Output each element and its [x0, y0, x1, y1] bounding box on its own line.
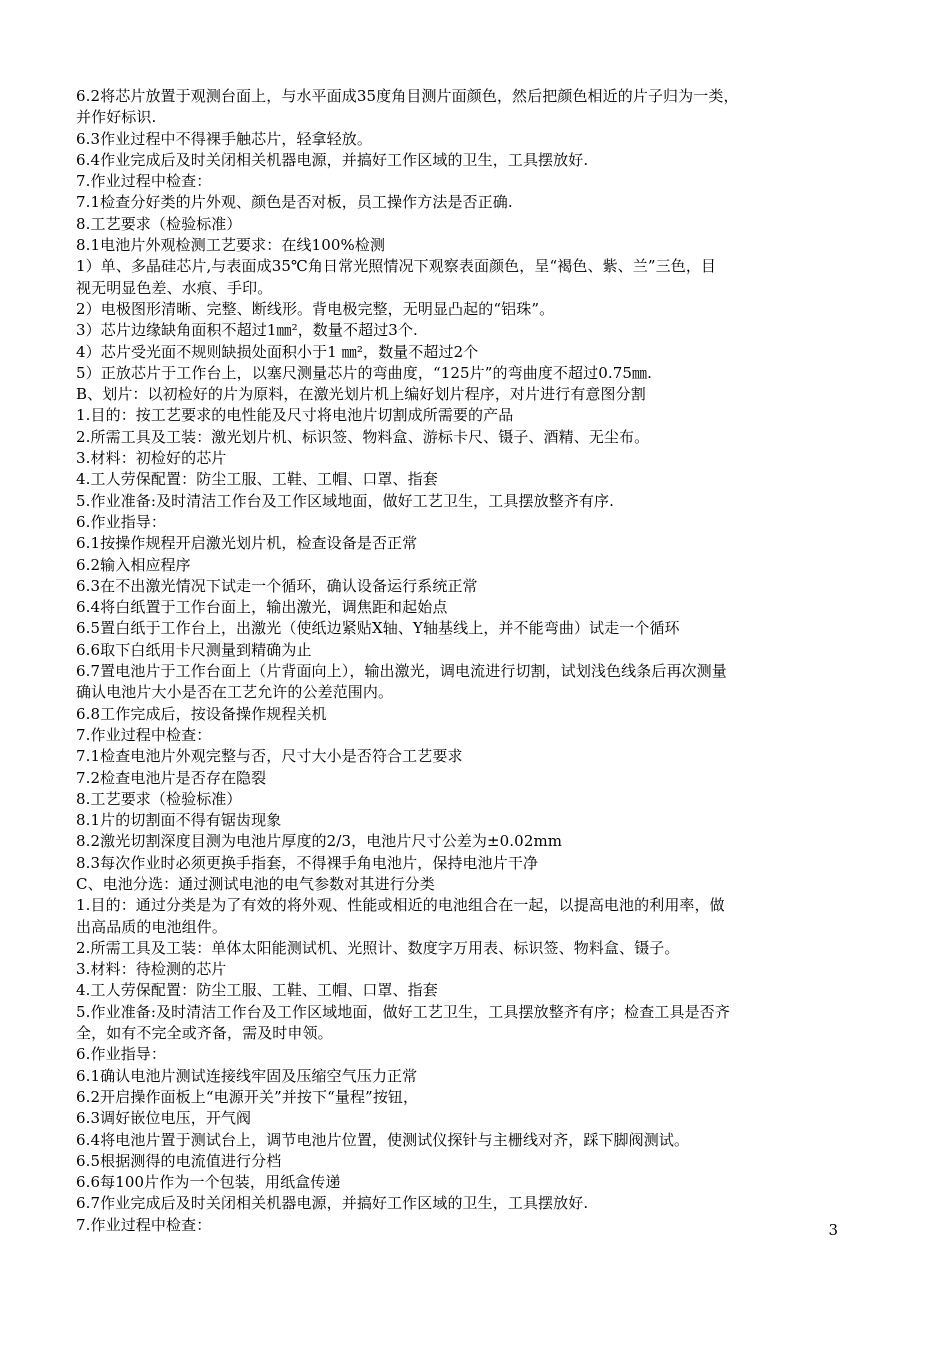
text-line: 7.1检查电池片外观完整与否，尺寸大小是否符合工艺要求 — [76, 747, 463, 766]
text-line: 8.2激光切割深度目测为电池片厚度的2/3，电池片尺寸公差为±0.02mm — [76, 832, 563, 851]
text-line: 6.7置电池片于工作台面上（片背面向上），输出激光，调电流进行切割，试划浅色线条后再次测量 — [76, 662, 727, 681]
text-line: 6.3调好嵌位电压，开气阀 — [76, 1109, 252, 1128]
text-line: 4）芯片受光面不规则缺损处面积小于1 ㎜²，数量不超过2个 — [76, 342, 479, 361]
text-line: 6.3在不出激光情况下试走一个循环，确认设备运行系统正常 — [76, 576, 478, 595]
text-line: 5.作业准备:及时清洁工作台及工作区域地面，做好工艺卫生，工具摆放整齐有序. — [76, 491, 614, 510]
text-line: 确认电池片大小是否在工艺允许的公差范围内。 — [76, 683, 394, 702]
text-line: 4.工人劳保配置：防尘工服、工鞋、工帽、口罩、指套 — [76, 470, 438, 489]
text-line: 5）正放芯片于工作台上，以塞尺测量芯片的弯曲度，“125片”的弯曲度不超过0.75㎜. — [76, 363, 652, 382]
text-line: 3.材料：初检好的芯片 — [76, 449, 227, 468]
text-line: 7.2检查电池片是否存在隐裂 — [76, 768, 267, 787]
text-line: 1.目的：按工艺要求的电性能及尺寸将电池片切割成所需要的产品 — [76, 406, 514, 425]
text-line: 视无明显色差、水痕、手印。 — [76, 278, 273, 297]
text-line: 3）芯片边缘缺角面积不超过1㎜²，数量不超过3个. — [76, 321, 418, 340]
text-line: 5.作业准备:及时清洁工作台及工作区域地面，做好工艺卫生，工具摆放整齐有序；检查工具是否齐 — [76, 1002, 730, 1021]
text-line: 8.1电池片外观检测工艺要求：在线100%检测 — [76, 236, 386, 255]
text-line: 6.5置白纸于工作台上，出激光（使纸边紧贴X轴、Y轴基线上，并不能弯曲）试走一个循环 — [76, 619, 680, 638]
text-line: 6.7作业完成后及时关闭相关机器电源，并搞好工作区域的卫生，工具摆放好. — [76, 1194, 589, 1213]
text-line: 2.所需工具及工装：激光划片机、标识签、物料盒、游标卡尺、镊子、酒精、无尘布。 — [76, 427, 650, 446]
text-line: 并作好标识. — [76, 108, 157, 127]
text-line: 6.2输入相应程序 — [76, 555, 191, 574]
text-line: 6.6取下白纸用卡尺测量到精确为止 — [76, 640, 312, 659]
text-line: 2）电极图形清晰、完整、断线形。背电极完整，无明显凸起的“铝珠”。 — [76, 299, 555, 318]
text-line: 8.工艺要求（检验标准） — [76, 789, 242, 808]
text-line: 6.4将电池片置于测试台上，调节电池片位置，使测试仪探针与主栅线对齐，踩下脚阀测试。 — [76, 1130, 690, 1149]
text-line: 1）单、多晶硅芯片,与表面成35℃角日常光照情况下观察表面颜色，呈“褐色、紫、兰”三色，目 — [76, 257, 717, 276]
text-line: 3.材料：待检测的芯片 — [76, 960, 227, 979]
text-line: 6.2开启操作面板上“电源开关”并按下“量程”按钮， — [76, 1087, 419, 1106]
text-line: 出高品质的电池组件。 — [76, 917, 228, 936]
text-line: 6.3作业过程中不得裸手触芯片，轻拿轻放。 — [76, 129, 372, 148]
text-line: 1.目的：通过分类是为了有效的将外观、性能或相近的电池组合在一起，以提高电池的利用率，做 — [76, 896, 725, 915]
page-number: 3 — [828, 1221, 838, 1239]
text-line: 6.4作业完成后及时关闭相关机器电源，并搞好工作区域的卫生，工具摆放好. — [76, 150, 589, 169]
document-body — [76, 86, 846, 1236]
text-line: 6.6每100片作为一个包装，用纸盒传递 — [76, 1173, 341, 1192]
text-line: 7.作业过程中检查： — [76, 1215, 212, 1234]
text-line: 6.1按操作规程开启激光划片机，检查设备是否正常 — [76, 534, 418, 553]
text-line: 8.工艺要求（检验标准） — [76, 214, 242, 233]
text-line: B、划片：以初检好的片为原料，在激光划片机上编好划片程序，对片进行有意图分割 — [76, 385, 646, 404]
text-line: 4.工人劳保配置：防尘工服、工鞋、工帽、口罩、指套 — [76, 981, 438, 1000]
text-line: 6.2将芯片放置于观测台面上，与水平面成35度角目测片面颜色，然后把颜色相近的片子归为一类， — [76, 87, 739, 105]
text-line: 7.1检查分好类的片外观、颜色是否对板，员工操作方法是否正确. — [76, 193, 513, 212]
text-line: 6.作业指导： — [76, 1045, 167, 1064]
text-line: 6.8工作完成后，按设备操作规程关机 — [76, 704, 327, 723]
text-line: 6.1确认电池片测试连接线牢固及压缩空气压力正常 — [76, 1066, 418, 1085]
text-line: 6.作业指导： — [76, 512, 167, 531]
text-line: 2.所需工具及工装：单体太阳能测试机、光照计、数度字万用表、标识签、物料盒、镊子。 — [76, 938, 680, 957]
text-line: 7.作业过程中检查： — [76, 172, 212, 191]
text-line: 6.4将白纸置于工作台面上，输出激光，调焦距和起始点 — [76, 598, 448, 617]
text-line: 8.3每次作业时必须更换手指套，不得裸手角电池片，保持电池片干净 — [76, 853, 539, 872]
text-line: 8.1片的切割面不得有锯齿现象 — [76, 811, 282, 830]
text-line: 7.作业过程中检查： — [76, 725, 212, 744]
text-line: 全，如有不完全或齐备，需及时申领。 — [76, 1024, 333, 1043]
text-line: C、电池分选：通过测试电池的电气参数对其进行分类 — [76, 874, 435, 893]
text-line: 6.5根据测得的电流值进行分档 — [76, 1151, 282, 1170]
